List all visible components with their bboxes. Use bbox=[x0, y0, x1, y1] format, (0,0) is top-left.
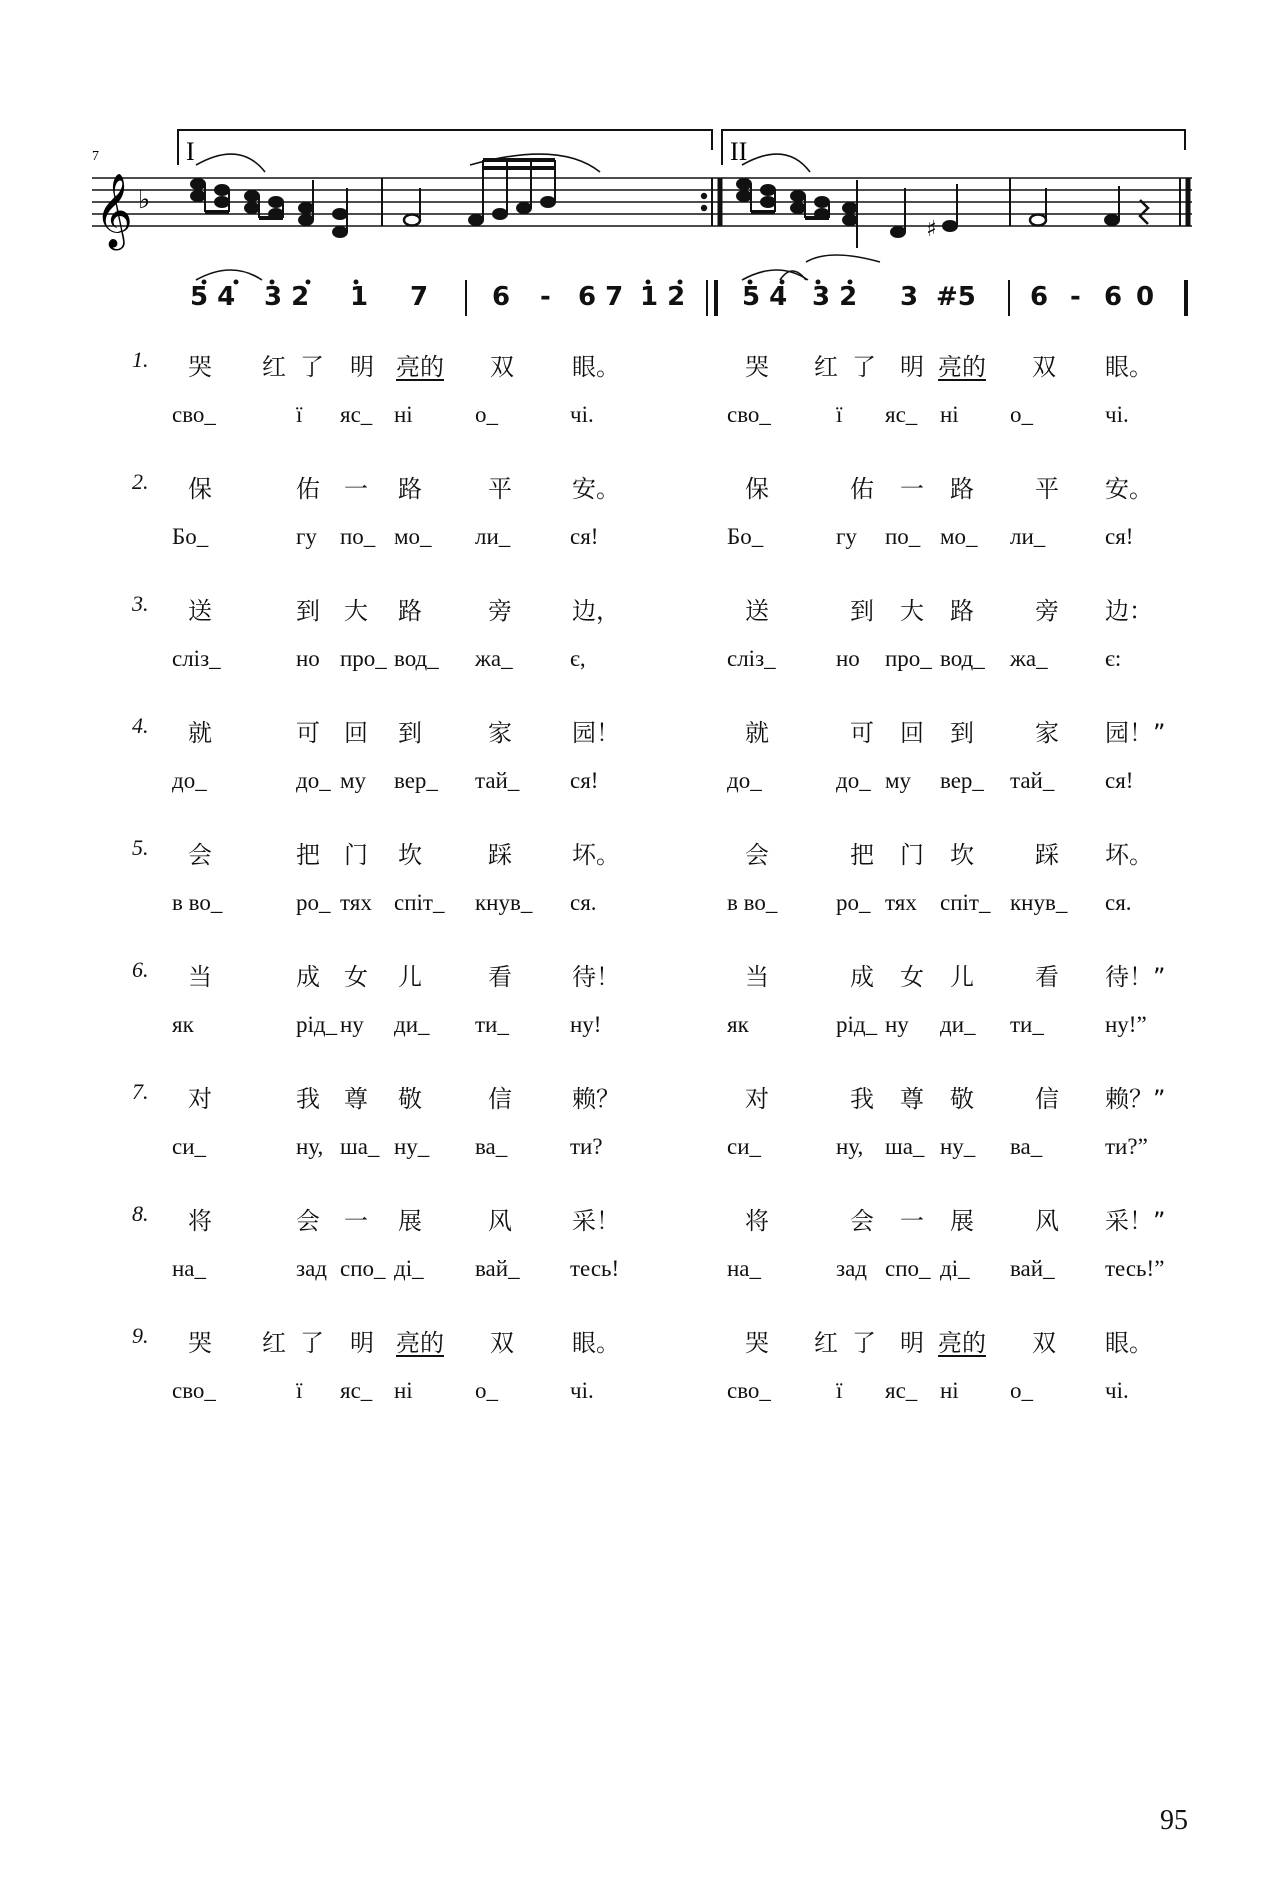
cn-syllable: 家 bbox=[488, 719, 512, 747]
numbered-notation bbox=[0, 282, 1272, 322]
cn-syllable: 眼。 bbox=[572, 1329, 620, 1357]
verse-cn-row bbox=[0, 347, 1272, 387]
uk-syllable: гу bbox=[296, 524, 317, 549]
uk-syllable: ді_ bbox=[394, 1256, 424, 1281]
uk-syllable: ні bbox=[394, 1378, 413, 1403]
cn-syllable: 保 bbox=[745, 475, 769, 503]
cn-syllable: 到 bbox=[398, 719, 422, 747]
cn-syllable: 门 bbox=[344, 841, 368, 869]
cn-syllable: 会 bbox=[745, 841, 769, 869]
verse-cn-row bbox=[0, 713, 1272, 753]
uk-syllable: чі. bbox=[570, 1378, 594, 1403]
cn-syllable: 采！ bbox=[572, 1207, 620, 1235]
cn-syllable: 红 bbox=[814, 1329, 838, 1357]
cn-syllable: 到 bbox=[950, 719, 974, 747]
cn-syllable: 就 bbox=[188, 719, 212, 747]
cn-syllable: 亮的 bbox=[396, 1329, 444, 1357]
cn-syllable: 敬 bbox=[950, 1085, 974, 1113]
uk-syllable: ди_ bbox=[394, 1012, 430, 1037]
cn-syllable: 儿 bbox=[398, 963, 422, 991]
verse-cn-row bbox=[0, 835, 1272, 875]
uk-syllable: зад bbox=[296, 1256, 327, 1281]
verse-uk-row bbox=[0, 524, 1272, 564]
cn-syllable: 哭 bbox=[745, 353, 769, 381]
uk-syllable: ну!” bbox=[1105, 1012, 1147, 1037]
volta-1-label: I bbox=[186, 137, 195, 166]
cn-syllable: 了 bbox=[852, 1329, 876, 1357]
notation-note: 1 bbox=[350, 282, 369, 312]
cn-syllable: 家 bbox=[1035, 719, 1059, 747]
cn-syllable: 采！” bbox=[1105, 1207, 1166, 1235]
uk-syllable: тях bbox=[340, 890, 372, 915]
uk-syllable: мо_ bbox=[940, 524, 978, 549]
uk-syllable: гу bbox=[836, 524, 857, 549]
cn-syllable: 送 bbox=[745, 597, 769, 625]
uk-syllable: но bbox=[296, 646, 320, 671]
cn-syllable: 尊 bbox=[344, 1085, 368, 1113]
notation-note: 7 bbox=[410, 282, 429, 312]
cn-syllable: 大 bbox=[344, 597, 368, 625]
cn-syllable: 到 bbox=[850, 597, 874, 625]
cn-syllable: 坎 bbox=[950, 841, 974, 869]
cn-syllable: 坏。 bbox=[1105, 841, 1153, 869]
verse-number: 5. bbox=[132, 835, 149, 860]
cn-syllable: 了 bbox=[300, 353, 324, 381]
uk-syllable: сво_ bbox=[727, 1378, 771, 1403]
cn-syllable: 回 bbox=[344, 719, 368, 747]
cn-syllable: 成 bbox=[296, 963, 320, 991]
verse-number: 2. bbox=[132, 469, 149, 494]
uk-syllable: сво_ bbox=[172, 402, 216, 427]
verse-number: 7. bbox=[132, 1079, 149, 1104]
uk-syllable: тай_ bbox=[475, 768, 520, 793]
uk-syllable: вод_ bbox=[394, 646, 439, 671]
verse-uk-row bbox=[0, 890, 1272, 930]
uk-syllable: ну, bbox=[836, 1134, 864, 1159]
cn-syllable: 亮的 bbox=[938, 1329, 986, 1357]
uk-syllable: о_ bbox=[1010, 402, 1033, 427]
cn-syllable: 明 bbox=[350, 1329, 374, 1357]
uk-syllable: о_ bbox=[475, 1378, 498, 1403]
uk-syllable: про_ bbox=[885, 646, 932, 671]
uk-syllable: до_ bbox=[172, 768, 207, 793]
cn-syllable: 哭 bbox=[188, 1329, 212, 1357]
cn-syllable: 旁 bbox=[1035, 597, 1059, 625]
verse-uk-row bbox=[0, 1134, 1272, 1174]
cn-syllable: 会 bbox=[850, 1207, 874, 1235]
uk-syllable: ва_ bbox=[475, 1134, 508, 1159]
cn-syllable: 安。 bbox=[572, 475, 620, 503]
uk-syllable: в во_ bbox=[172, 890, 223, 915]
uk-syllable: яс_ bbox=[340, 1378, 373, 1403]
cn-syllable: 眼。 bbox=[1105, 1329, 1153, 1357]
uk-syllable: ти_ bbox=[475, 1012, 509, 1037]
uk-syllable: ну bbox=[885, 1012, 909, 1037]
uk-syllable: вай_ bbox=[475, 1256, 520, 1281]
cn-syllable: 可 bbox=[850, 719, 874, 747]
cn-syllable: 亮的 bbox=[938, 353, 986, 381]
cn-syllable: 敬 bbox=[398, 1085, 422, 1113]
uk-syllable: ї bbox=[296, 1378, 303, 1403]
repeat-bar-line-thick bbox=[714, 280, 718, 316]
uk-syllable: ся! bbox=[1105, 768, 1134, 793]
cn-syllable: 风 bbox=[488, 1207, 512, 1235]
verse-uk-row bbox=[0, 1256, 1272, 1296]
uk-syllable: яс_ bbox=[340, 402, 373, 427]
cn-syllable: 一 bbox=[344, 1207, 368, 1235]
notation-group: 3 2 bbox=[264, 282, 310, 312]
uk-syllable: ша_ bbox=[885, 1134, 925, 1159]
uk-syllable: ну! bbox=[570, 1012, 602, 1037]
uk-syllable: сво_ bbox=[172, 1378, 216, 1403]
uk-syllable: рід_ bbox=[836, 1012, 878, 1037]
verse-cn-row bbox=[0, 469, 1272, 509]
cn-syllable: 明 bbox=[900, 353, 924, 381]
uk-syllable: тях bbox=[885, 890, 917, 915]
cn-syllable: 双 bbox=[490, 353, 514, 381]
volta-2-bracket bbox=[722, 130, 1185, 165]
uk-syllable: ні bbox=[940, 1378, 959, 1403]
uk-syllable: си_ bbox=[727, 1134, 762, 1159]
cn-syllable: 信 bbox=[488, 1085, 512, 1113]
cn-syllable: 把 bbox=[296, 841, 320, 869]
uk-syllable: жа_ bbox=[1010, 646, 1048, 671]
cn-syllable: 看 bbox=[1035, 963, 1059, 991]
cn-syllable: 赖？” bbox=[1105, 1085, 1166, 1113]
verse-cn-row bbox=[0, 1201, 1272, 1241]
cn-syllable: 安。 bbox=[1105, 475, 1153, 503]
cn-syllable: 信 bbox=[1035, 1085, 1059, 1113]
verse-number: 4. bbox=[132, 713, 149, 738]
uk-syllable: ро_ bbox=[296, 890, 331, 915]
verse-cn-row bbox=[0, 957, 1272, 997]
uk-syllable: ся! bbox=[1105, 524, 1134, 549]
cn-syllable: 双 bbox=[1032, 1329, 1056, 1357]
cn-syllable: 眼。 bbox=[572, 353, 620, 381]
notation-note: 6 bbox=[1030, 282, 1049, 312]
cn-syllable: 我 bbox=[850, 1085, 874, 1113]
cn-syllable: 坏。 bbox=[572, 841, 620, 869]
uk-syllable: вер_ bbox=[940, 768, 984, 793]
uk-syllable: тесь!” bbox=[1105, 1256, 1165, 1281]
end-bar-line bbox=[1184, 280, 1188, 316]
verse-uk-row bbox=[0, 768, 1272, 808]
uk-syllable: кнув_ bbox=[475, 890, 533, 915]
uk-syllable: ди_ bbox=[940, 1012, 976, 1037]
measure-number: 7 bbox=[92, 149, 99, 164]
uk-syllable: о_ bbox=[1010, 1378, 1033, 1403]
uk-syllable: мо_ bbox=[394, 524, 432, 549]
cn-syllable: 园！ bbox=[572, 719, 620, 747]
flat-sign-icon: ♭ bbox=[138, 185, 151, 215]
cn-syllable: 平 bbox=[1035, 475, 1059, 503]
uk-syllable: но bbox=[836, 646, 860, 671]
cn-syllable: 把 bbox=[850, 841, 874, 869]
notation-group: 6 7 bbox=[578, 282, 624, 312]
cn-syllable: 佑 bbox=[850, 475, 874, 503]
uk-syllable: о_ bbox=[475, 402, 498, 427]
cn-syllable: 当 bbox=[745, 963, 769, 991]
uk-syllable: чі. bbox=[1105, 402, 1129, 427]
notation-group: 5 4 bbox=[742, 282, 788, 312]
cn-syllable: 双 bbox=[1032, 353, 1056, 381]
uk-syllable: Бо_ bbox=[172, 524, 209, 549]
uk-syllable: сво_ bbox=[727, 402, 771, 427]
uk-syllable: яс_ bbox=[885, 402, 918, 427]
cn-syllable: 我 bbox=[296, 1085, 320, 1113]
cn-syllable: 旁 bbox=[488, 597, 512, 625]
uk-syllable: ся! bbox=[570, 768, 599, 793]
volta-1-bracket bbox=[178, 130, 712, 165]
uk-syllable: по_ bbox=[340, 524, 376, 549]
uk-syllable: яс_ bbox=[885, 1378, 918, 1403]
cn-syllable: 会 bbox=[188, 841, 212, 869]
cn-syllable: 边， bbox=[572, 597, 620, 625]
uk-syllable: ні bbox=[940, 402, 959, 427]
cn-syllable: 展 bbox=[398, 1207, 422, 1235]
uk-syllable: чі. bbox=[570, 402, 594, 427]
cn-syllable: 待！” bbox=[1105, 963, 1166, 991]
uk-syllable: спіт_ bbox=[394, 890, 445, 915]
bar-line bbox=[465, 280, 467, 316]
cn-syllable: 尊 bbox=[900, 1085, 924, 1113]
cn-syllable: 佑 bbox=[296, 475, 320, 503]
verse-number: 6. bbox=[132, 957, 149, 982]
cn-syllable: 一 bbox=[900, 475, 924, 503]
uk-syllable: ти?” bbox=[1105, 1134, 1148, 1159]
uk-syllable: про_ bbox=[340, 646, 387, 671]
cn-syllable: 眼。 bbox=[1105, 353, 1153, 381]
cn-syllable: 哭 bbox=[188, 353, 212, 381]
uk-syllable: спо_ bbox=[340, 1256, 386, 1281]
notation-note: 6 bbox=[1104, 282, 1123, 312]
uk-syllable: си_ bbox=[172, 1134, 207, 1159]
cn-syllable: 回 bbox=[900, 719, 924, 747]
uk-syllable: тай_ bbox=[1010, 768, 1055, 793]
cn-syllable: 待！ bbox=[572, 963, 620, 991]
cn-syllable: 坎 bbox=[398, 841, 422, 869]
cn-syllable: 亮的 bbox=[396, 353, 444, 381]
cn-syllable: 到 bbox=[296, 597, 320, 625]
uk-syllable: вай_ bbox=[1010, 1256, 1055, 1281]
uk-syllable: як bbox=[727, 1012, 749, 1037]
cn-syllable: 双 bbox=[490, 1329, 514, 1357]
uk-syllable: по_ bbox=[885, 524, 921, 549]
verse-cn-row bbox=[0, 1323, 1272, 1363]
uk-syllable: ї bbox=[836, 1378, 843, 1403]
bar-line bbox=[1008, 280, 1010, 316]
uk-syllable: ся! bbox=[570, 524, 599, 549]
uk-syllable: ну bbox=[340, 1012, 364, 1037]
notation-note: 6 bbox=[492, 282, 511, 312]
cn-syllable: 送 bbox=[188, 597, 212, 625]
uk-syllable: зад bbox=[836, 1256, 867, 1281]
verse-number: 1. bbox=[132, 347, 149, 372]
uk-syllable: ну, bbox=[296, 1134, 324, 1159]
uk-syllable: тесь! bbox=[570, 1256, 620, 1281]
measure-1 bbox=[191, 154, 382, 237]
uk-syllable: чі. bbox=[1105, 1378, 1129, 1403]
uk-syllable: ли_ bbox=[475, 524, 511, 549]
uk-syllable: сліз_ bbox=[172, 646, 221, 671]
staff-lines bbox=[92, 178, 1192, 226]
cn-syllable: 门 bbox=[900, 841, 924, 869]
cn-syllable: 对 bbox=[188, 1085, 212, 1113]
uk-syllable: спіт_ bbox=[940, 890, 991, 915]
uk-syllable: ва_ bbox=[1010, 1134, 1043, 1159]
cn-syllable: 红 bbox=[814, 353, 838, 381]
cn-syllable: 红 bbox=[262, 1329, 286, 1357]
uk-syllable: ні bbox=[394, 402, 413, 427]
cn-syllable: 踩 bbox=[488, 841, 512, 869]
cn-syllable: 一 bbox=[900, 1207, 924, 1235]
cn-syllable: 赖？ bbox=[572, 1085, 620, 1113]
cn-syllable: 成 bbox=[850, 963, 874, 991]
cn-syllable: 路 bbox=[398, 475, 422, 503]
treble-clef-icon: 𝄞 bbox=[95, 174, 133, 248]
verse-number: 8. bbox=[132, 1201, 149, 1226]
cn-syllable: 儿 bbox=[950, 963, 974, 991]
uk-syllable: ну_ bbox=[940, 1134, 976, 1159]
verse-number: 9. bbox=[132, 1323, 149, 1348]
uk-syllable: ї bbox=[296, 402, 303, 427]
uk-syllable: ї bbox=[836, 402, 843, 427]
cn-syllable: 边： bbox=[1105, 597, 1153, 625]
uk-syllable: ша_ bbox=[340, 1134, 380, 1159]
notation-dash: - bbox=[540, 282, 551, 312]
uk-syllable: до_ bbox=[836, 768, 871, 793]
svg-text:♯: ♯ bbox=[926, 217, 937, 242]
notation-group: 5 4 bbox=[190, 282, 236, 312]
uk-syllable: ну_ bbox=[394, 1134, 430, 1159]
cn-syllable: 大 bbox=[900, 597, 924, 625]
notation-group: 1 2 bbox=[640, 282, 686, 312]
uk-syllable: му bbox=[340, 768, 367, 793]
cn-syllable: 平 bbox=[488, 475, 512, 503]
cn-syllable: 明 bbox=[900, 1329, 924, 1357]
repeat-bar-line bbox=[706, 280, 708, 316]
uk-syllable: ти_ bbox=[1010, 1012, 1044, 1037]
cn-syllable: 哭 bbox=[745, 1329, 769, 1357]
notation-note: 3 bbox=[900, 282, 919, 312]
uk-syllable: му bbox=[885, 768, 912, 793]
volta-2-label: II bbox=[730, 137, 748, 166]
verse-cn-row bbox=[0, 591, 1272, 631]
notation-group: 3 2 bbox=[812, 282, 858, 312]
verse-uk-row bbox=[0, 1012, 1272, 1052]
cn-syllable: 保 bbox=[188, 475, 212, 503]
uk-syllable: є: bbox=[1105, 646, 1122, 671]
measure-3 bbox=[737, 154, 1010, 248]
cn-syllable: 一 bbox=[344, 475, 368, 503]
cn-syllable: 展 bbox=[950, 1207, 974, 1235]
cn-syllable: 会 bbox=[296, 1207, 320, 1235]
cn-syllable: 对 bbox=[745, 1085, 769, 1113]
cn-syllable: 可 bbox=[296, 719, 320, 747]
uk-syllable: є, bbox=[570, 646, 586, 671]
cn-syllable: 明 bbox=[350, 353, 374, 381]
cn-syllable: 当 bbox=[188, 963, 212, 991]
uk-syllable: ді_ bbox=[940, 1256, 970, 1281]
uk-syllable: ти? bbox=[570, 1134, 603, 1159]
cn-syllable: 踩 bbox=[1035, 841, 1059, 869]
uk-syllable: до_ bbox=[296, 768, 331, 793]
uk-syllable: в во_ bbox=[727, 890, 778, 915]
cn-syllable: 园！” bbox=[1105, 719, 1166, 747]
uk-syllable: вер_ bbox=[394, 768, 438, 793]
notation-note: #5 bbox=[936, 282, 976, 312]
uk-syllable: вод_ bbox=[940, 646, 985, 671]
uk-syllable: спо_ bbox=[885, 1256, 931, 1281]
cn-syllable: 红 bbox=[262, 353, 286, 381]
music-staff bbox=[0, 0, 1272, 270]
uk-syllable: рід_ bbox=[296, 1012, 338, 1037]
uk-syllable: кнув_ bbox=[1010, 890, 1068, 915]
cn-syllable: 路 bbox=[398, 597, 422, 625]
verse-uk-row bbox=[0, 402, 1272, 442]
cn-syllable: 风 bbox=[1035, 1207, 1059, 1235]
uk-syllable: на_ bbox=[727, 1256, 762, 1281]
cn-syllable: 了 bbox=[852, 353, 876, 381]
notation-dash: - bbox=[1070, 282, 1081, 312]
uk-syllable: жа_ bbox=[475, 646, 513, 671]
page-number: 95 bbox=[1160, 1805, 1188, 1836]
verse-uk-row bbox=[0, 1378, 1272, 1418]
notation-note: 0 bbox=[1136, 282, 1155, 312]
uk-syllable: ли_ bbox=[1010, 524, 1046, 549]
verse-cn-row bbox=[0, 1079, 1272, 1119]
cn-syllable: 看 bbox=[488, 963, 512, 991]
uk-syllable: ро_ bbox=[836, 890, 871, 915]
cn-syllable: 就 bbox=[745, 719, 769, 747]
cn-syllable: 路 bbox=[950, 597, 974, 625]
uk-syllable: Бо_ bbox=[727, 524, 764, 549]
verse-uk-row bbox=[0, 646, 1272, 686]
cn-syllable: 将 bbox=[188, 1207, 212, 1235]
cn-syllable: 路 bbox=[950, 475, 974, 503]
cn-syllable: 女 bbox=[344, 963, 368, 991]
uk-syllable: до_ bbox=[727, 768, 762, 793]
cn-syllable: 了 bbox=[300, 1329, 324, 1357]
cn-syllable: 女 bbox=[900, 963, 924, 991]
uk-syllable: як bbox=[172, 1012, 194, 1037]
cn-syllable: 将 bbox=[745, 1207, 769, 1235]
uk-syllable: ся. bbox=[570, 890, 597, 915]
verse-number: 3. bbox=[132, 591, 149, 616]
uk-syllable: сліз_ bbox=[727, 646, 776, 671]
uk-syllable: ся. bbox=[1105, 890, 1132, 915]
uk-syllable: на_ bbox=[172, 1256, 207, 1281]
